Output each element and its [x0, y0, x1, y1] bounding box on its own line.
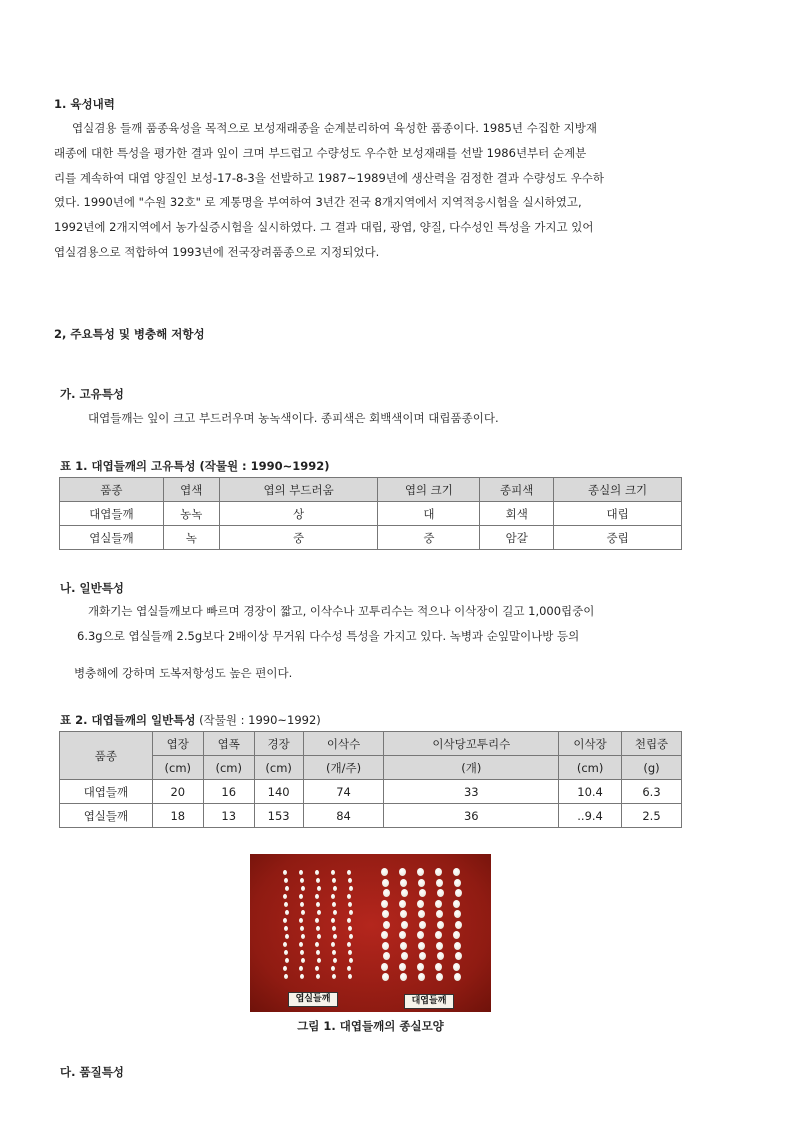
seed-dot: [400, 973, 407, 981]
seed-dot: [455, 952, 462, 960]
seed-dot: [349, 910, 353, 915]
seed-dot: [435, 931, 442, 939]
seed-dot: [316, 878, 320, 883]
seed-dot: [399, 900, 406, 908]
subsection-a-heading: 가. 고유특성: [60, 387, 124, 401]
table-header-unit: (cm): [152, 756, 203, 780]
table-row: [60, 526, 682, 550]
table-header-row: [60, 756, 682, 780]
table-cell: 20: [152, 780, 203, 804]
seed-dot: [417, 963, 424, 971]
seed-dot: [284, 878, 288, 883]
seed-dot: [401, 952, 408, 960]
subsection-b-line: 개화기는 엽실들깨보다 빠르며 경장이 짧고, 이삭수나 꼬투리수는 적으나 이삭장이 길고 1,000립중이: [88, 604, 595, 618]
seed-dot: [381, 868, 388, 876]
table-1: [59, 477, 682, 550]
seed-dot: [383, 952, 390, 960]
seed-dot: [381, 900, 388, 908]
table-cell: 16: [203, 780, 254, 804]
table-cell: 153: [254, 804, 303, 828]
seed-dot: [454, 973, 461, 981]
seed-dot: [383, 921, 390, 929]
table-cell: 중: [219, 526, 378, 550]
table-2-caption-source: (작물원 : 1990~1992): [195, 713, 321, 727]
table-header-cell: 종피색: [480, 478, 554, 502]
seed-dot: [283, 942, 287, 947]
table-header-cell: 품종: [60, 732, 153, 780]
seed-dot: [419, 889, 426, 897]
seed-dot: [417, 868, 424, 876]
seed-dot: [331, 870, 335, 875]
seed-dot: [455, 889, 462, 897]
seed-dot: [348, 926, 352, 931]
table-row: [60, 502, 682, 526]
table-2-caption: [60, 712, 321, 728]
seed-dot: [300, 926, 304, 931]
table-header-cell: 이삭수: [303, 732, 384, 756]
seed-dot: [453, 931, 460, 939]
table-cell: 13: [203, 804, 254, 828]
seed-dot: [285, 958, 289, 963]
seed-dot: [436, 879, 443, 887]
seed-dot: [317, 934, 321, 939]
table-cell: 84: [303, 804, 384, 828]
seed-dot: [399, 963, 406, 971]
seed-dot: [285, 910, 289, 915]
table-cell: 74: [303, 780, 384, 804]
seed-dot: [331, 942, 335, 947]
seed-dot: [331, 966, 335, 971]
seed-dot: [317, 958, 321, 963]
seed-dot: [418, 942, 425, 950]
seed-dot: [453, 868, 460, 876]
figure-1-caption: 그림 1. 대엽들깨의 종실모양: [297, 1019, 444, 1033]
table-header-unit: (개): [384, 756, 559, 780]
table-cell: 대립: [554, 502, 682, 526]
table-cell: 18: [152, 804, 203, 828]
table-2-caption-title: 표 2. 대엽들깨의 일반특성: [60, 713, 196, 727]
seed-dot: [349, 886, 353, 891]
table-header-cell: 이삭당꼬투리수: [384, 732, 559, 756]
table-cell: 중: [378, 526, 480, 550]
seed-dot: [401, 921, 408, 929]
seed-dot: [348, 878, 352, 883]
table-header-cell: 엽색: [163, 478, 219, 502]
seed-dot: [283, 918, 287, 923]
seed-dot: [400, 910, 407, 918]
seed-dot: [436, 942, 443, 950]
table-cell: 중립: [554, 526, 682, 550]
seed-dot: [333, 910, 337, 915]
seed-dot: [347, 942, 351, 947]
seed-dot: [299, 942, 303, 947]
seed-dot: [436, 910, 443, 918]
section-1-paragraph: [54, 116, 682, 265]
seed-dot: [382, 942, 389, 950]
seed-dot: [417, 900, 424, 908]
seed-dot: [283, 870, 287, 875]
seed-dot: [315, 870, 319, 875]
seed-dot: [316, 926, 320, 931]
table-header-unit: (개/주): [303, 756, 384, 780]
seed-dot: [454, 879, 461, 887]
subsection-a-text: 대엽들깨는 잎이 크고 부드러우며 농녹색이다. 종피색은 회백색이며 대립품종이다.: [88, 411, 499, 425]
seed-dot: [284, 926, 288, 931]
seed-dot: [301, 910, 305, 915]
seed-dot: [454, 942, 461, 950]
seed-dot: [417, 931, 424, 939]
seed-dot: [435, 868, 442, 876]
seed-dot: [300, 950, 304, 955]
seed-dot: [300, 902, 304, 907]
seed-dot: [435, 900, 442, 908]
table-cell: 10.4: [559, 780, 622, 804]
table-cell: 140: [254, 780, 303, 804]
table-header-cell: 엽의 크기: [378, 478, 480, 502]
seed-dot: [299, 894, 303, 899]
seed-dot: [315, 942, 319, 947]
seed-dot: [316, 974, 320, 979]
seed-dot: [301, 886, 305, 891]
table-header-unit: (cm): [203, 756, 254, 780]
seed-photo: [250, 854, 491, 1012]
table-cell: 엽실들깨: [60, 526, 164, 550]
seed-dot: [454, 910, 461, 918]
section-1-line: 1992년에 2개지역에서 농가실증시험을 실시하였다. 그 결과 대립, 광엽, 양질, 다수성인 특성을 가지고 있어: [54, 220, 594, 235]
seed-dot: [315, 894, 319, 899]
table-row: [60, 780, 682, 804]
seed-dot: [453, 900, 460, 908]
table-header-cell: 엽장: [152, 732, 203, 756]
seed-dot: [347, 870, 351, 875]
table-row: [60, 804, 682, 828]
seed-dot: [349, 934, 353, 939]
seed-dot: [437, 921, 444, 929]
subsection-b-line: 병충해에 강하며 도복저항성도 높은 편이다.: [74, 666, 293, 680]
table-cell: 33: [384, 780, 559, 804]
seed-dot: [331, 918, 335, 923]
seed-dot: [382, 879, 389, 887]
seed-dot: [285, 934, 289, 939]
table-cell: 2.5: [622, 804, 682, 828]
seed-dot: [332, 950, 336, 955]
seed-dot: [418, 910, 425, 918]
seed-dot: [349, 958, 353, 963]
table-cell: 농녹: [163, 502, 219, 526]
section-1-line: 엽실겸용 들깨 품종육성을 목적으로 보성재래종을 순계분리하여 육성한 품종이다. 1985년 수집한 지방재: [72, 121, 597, 135]
seed-dot: [300, 974, 304, 979]
seed-dot: [399, 931, 406, 939]
table-header-row: [60, 478, 682, 502]
section-1-line: 였다. 1990년에 "수원 32호" 로 계통명을 부여하여 3년간 전국 8개지역에서 지역적응시험을 실시하였고,: [54, 195, 582, 210]
seed-dot: [299, 870, 303, 875]
seed-dot: [333, 958, 337, 963]
seed-dot: [437, 952, 444, 960]
seed-dot: [301, 958, 305, 963]
seed-dot: [418, 879, 425, 887]
seed-dot: [301, 934, 305, 939]
seed-dot: [299, 918, 303, 923]
table-cell: 6.3: [622, 780, 682, 804]
table-2: [59, 731, 682, 828]
subsection-c-heading: 다. 품질특성: [60, 1065, 124, 1079]
seed-dot: [455, 921, 462, 929]
seed-dot: [316, 902, 320, 907]
seed-dot: [284, 902, 288, 907]
table-cell: ..9.4: [559, 804, 622, 828]
seed-dot: [419, 921, 426, 929]
seed-dot: [332, 902, 336, 907]
seed-dot: [283, 966, 287, 971]
photo-label-right: 대엽들깨: [404, 994, 454, 1009]
table-header-unit: (g): [622, 756, 682, 780]
table-header-unit: (cm): [559, 756, 622, 780]
seed-dot: [436, 973, 443, 981]
table-header-cell: 이삭장: [559, 732, 622, 756]
seed-dot: [283, 894, 287, 899]
seed-dot: [400, 942, 407, 950]
table-header-cell: 엽폭: [203, 732, 254, 756]
section-1-line: 리를 계속하여 대엽 양질인 보성-17-8-3을 선발하고 1987~1989년에 생산력을 검정한 결과 수량성도 우수하: [54, 170, 605, 185]
seed-dot: [284, 974, 288, 979]
table-header-cell: 경장: [254, 732, 303, 756]
table-header-cell: 엽의 부드러움: [219, 478, 378, 502]
seed-dot: [317, 886, 321, 891]
seed-dot: [332, 974, 336, 979]
seed-dot: [332, 926, 336, 931]
table-header-row: [60, 732, 682, 756]
seed-dot: [437, 889, 444, 897]
table-cell: 엽실들깨: [60, 804, 153, 828]
table-cell: 상: [219, 502, 378, 526]
table-cell: 대엽들깨: [60, 502, 164, 526]
seed-dot: [348, 902, 352, 907]
seed-dot: [348, 974, 352, 979]
photo-label-left: 엽실들깨: [288, 992, 338, 1007]
seed-dot: [382, 973, 389, 981]
subsection-b-heading: 나. 일반특성: [60, 581, 124, 595]
seed-dot: [284, 950, 288, 955]
table-cell: 대: [378, 502, 480, 526]
table-header-unit: (cm): [254, 756, 303, 780]
table-1-caption: 표 1. 대엽들깨의 고유특성 (작물원 : 1990~1992): [60, 459, 330, 473]
table-cell: 36: [384, 804, 559, 828]
seed-dot: [383, 889, 390, 897]
seed-dot: [453, 963, 460, 971]
seed-dot: [285, 886, 289, 891]
seed-dot: [418, 973, 425, 981]
seed-dot: [332, 878, 336, 883]
seed-dot: [315, 966, 319, 971]
section-1-line: 래종에 대한 특성을 평가한 결과 잎이 크며 부드럽고 수량성도 우수한 보성재래를 선발 1986년부터 순계분: [54, 145, 587, 160]
table-header-cell: 품종: [60, 478, 164, 502]
seed-dot: [347, 918, 351, 923]
seed-dot: [399, 868, 406, 876]
seed-dot: [300, 878, 304, 883]
table-header-cell: 종실의 크기: [554, 478, 682, 502]
table-cell: 암갈: [480, 526, 554, 550]
table-header-cell: 천립중: [622, 732, 682, 756]
seed-dot: [333, 934, 337, 939]
seed-dot: [435, 963, 442, 971]
seed-dot: [401, 889, 408, 897]
seed-dot: [331, 894, 335, 899]
seed-dot: [347, 894, 351, 899]
seed-dot: [381, 931, 388, 939]
seed-dot: [381, 963, 388, 971]
seed-dot: [400, 879, 407, 887]
table-cell: 회색: [480, 502, 554, 526]
seed-dot: [333, 886, 337, 891]
section-1-line: 엽실겸용으로 적합하여 1993년에 전국장려품종으로 지정되었다.: [54, 244, 380, 259]
section-2-heading: 2, 주요특성 및 병충해 저항성: [54, 327, 205, 341]
seed-dot: [299, 966, 303, 971]
seed-dot: [419, 952, 426, 960]
section-1-heading: 1. 육성내력: [54, 97, 115, 111]
seed-dot: [316, 950, 320, 955]
seed-dot: [317, 910, 321, 915]
seed-dot: [348, 950, 352, 955]
subsection-b-line: 6.3g으로 엽실들깨 2.5g보다 2배이상 무거워 다수성 특성을 가지고 있다. 녹병과 순잎말이나방 등의: [77, 629, 580, 643]
seed-dot: [347, 966, 351, 971]
table-cell: 녹: [163, 526, 219, 550]
table-cell: 대엽들깨: [60, 780, 153, 804]
seed-dot: [315, 918, 319, 923]
seed-dot: [382, 910, 389, 918]
